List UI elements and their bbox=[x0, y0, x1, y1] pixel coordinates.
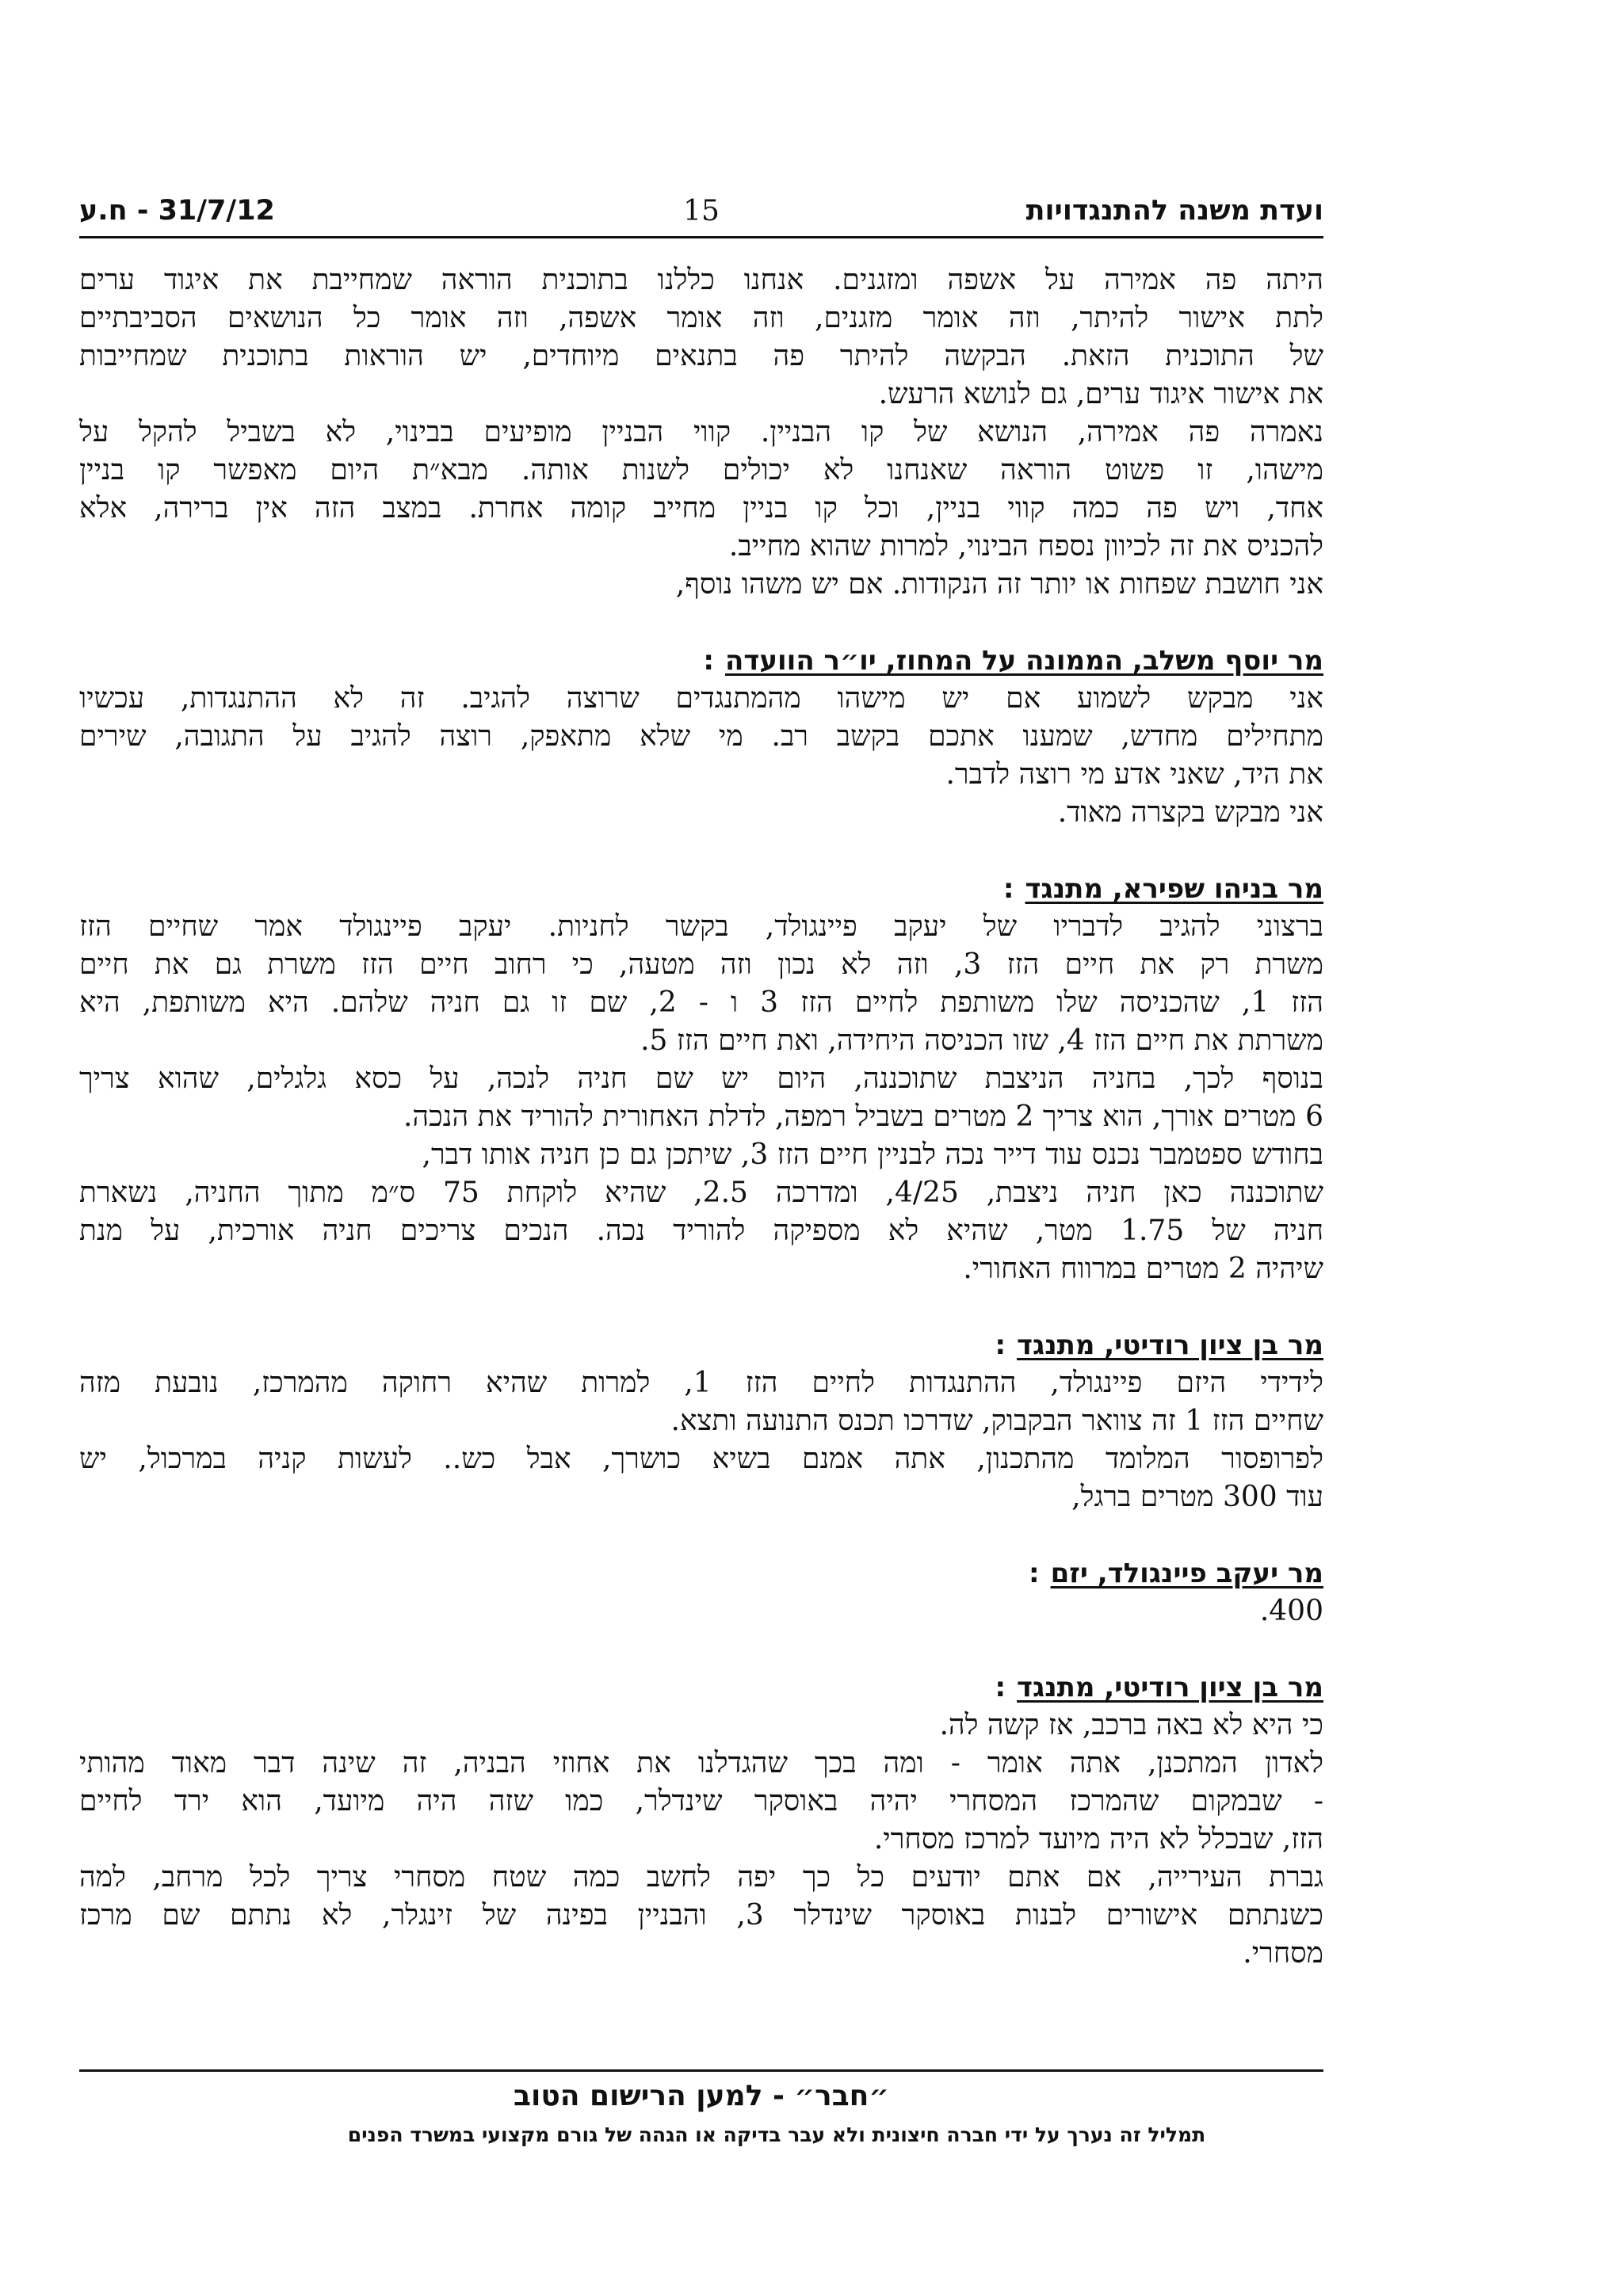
transcript-line: מסחרי. bbox=[1243, 1937, 1323, 1970]
transcript-line: כשנתתם אישורים לבנות באוסקר שינדלר 3, והבניין בפינה של זינגלר, לא נתתם שם מרכז bbox=[79, 1899, 1323, 1932]
speaker-name: מר בן ציון רודיטי, מתנגד bbox=[1017, 1672, 1323, 1703]
transcript-line: לתת אישור להיתר, וזה אומר מזגנים, וזה אומר אשפה, וזה אומר כל הנושאים הסביבתיים bbox=[79, 302, 1323, 334]
speaker-colon: : bbox=[703, 645, 714, 677]
transcript-line: שחיים הזז 1 זה צוואר הבקבוק, שדרכו תכנס התנועה ותצא. bbox=[670, 1405, 1323, 1437]
speaker-colon: : bbox=[1002, 873, 1014, 905]
spacer bbox=[79, 604, 1323, 642]
transcript-line: את אישור איגוד ערים, גם לנושא הרעש. bbox=[878, 378, 1323, 410]
transcript-line: הזז, שבכלל לא היה מיועד למרכז מסחרי. bbox=[873, 1823, 1323, 1855]
transcript-line: 6 מטרים אורך, הוא צריך 2 מטרים בשביל רמפה, לדלת האחורית להוריד את הנכה. bbox=[403, 1100, 1323, 1133]
transcript-line: אני מבקש בקצרה מאוד. bbox=[1057, 796, 1323, 829]
speaker-colon: : bbox=[1028, 1558, 1040, 1589]
transcript-line: בנוסף לכך, בחניה הניצבת שתוכננה, היום יש שם חניה לנכה, על כסא גלגלים, שהוא צריך bbox=[79, 1062, 1323, 1095]
transcript-line: אחד, ויש פה כמה קווי בניין, וכל קו בניין מחייב קומה אחרת. במצב הזה אין ברירה, אלא bbox=[79, 492, 1323, 524]
transcript-line: אני חושבת שפחות או יותר זה הנקודות. אם יש משהו נוסף, bbox=[675, 568, 1323, 601]
transcript-line: ברצוני להגיב לדבריו של יעקב פיינגולד, בקשר לחניות. יעקב פיינגולד אמר שחיים הזז bbox=[79, 910, 1323, 943]
transcript-line: להכניס את זה לכיוון נספח הבינוי, למרות שהוא מחייב. bbox=[728, 530, 1323, 563]
transcript-line: הזז 1, שהכניסה שלו משותפת לחיים הזז 3 ו - 2, שם זו גם חניה שלהם. היא משותפת, היא bbox=[79, 986, 1323, 1019]
transcript-line: עוד 300 מטרים ברגל, bbox=[1071, 1481, 1323, 1513]
transcript-line: של התוכנית הזאת. הבקשה להיתר פה בתנאים מיוחדים, יש הוראות בתוכנית שמחייבות bbox=[79, 340, 1323, 372]
transcript-line: לידידי היזם פיינגולד, ההתנגדות לחיים הזז 1, למרות שהיא רחוקה מהמרכז, נובעת מזה bbox=[79, 1367, 1323, 1399]
spacer bbox=[79, 1630, 1323, 1669]
page-footer bbox=[79, 2069, 1323, 2146]
transcript-body bbox=[79, 261, 1323, 1973]
speaker-name: מר בניהו שפירא, מתנגד bbox=[1025, 873, 1323, 905]
speaker-heading bbox=[79, 1326, 1323, 1364]
transcript-line: לפרופסור המלומד מהתכנון, אתה אמנם בשיא כושרך, אבל כש.. לעשות קניה במרכול, יש bbox=[79, 1443, 1323, 1475]
speaker-heading bbox=[79, 1554, 1323, 1592]
speaker-colon: : bbox=[995, 1672, 1006, 1703]
committee-name: ועדת משנה להתנגדויות bbox=[1025, 195, 1323, 227]
date-reference: 31/7/12 - ח.ע bbox=[79, 195, 275, 227]
speaker-heading bbox=[79, 1669, 1323, 1707]
speaker-name: מר יעקב פיינגולד, יזם bbox=[1050, 1558, 1323, 1589]
transcript-line: שתוכננה כאן חניה ניצבת, 4/25, ומדרכה 2.5, שהיא לוקחת 75 ס״מ מתוך החניה, נשארת bbox=[79, 1177, 1324, 1209]
transcript-line: משרתת את חיים הזז 4, שזו הכניסה היחידה, ואת חיים הזז 5. bbox=[640, 1024, 1323, 1057]
spacer bbox=[79, 1288, 1323, 1326]
speaker-heading bbox=[79, 642, 1323, 680]
transcript-line: שיהיה 2 מטרים במרווח האחורי. bbox=[963, 1253, 1323, 1285]
transcript-line: את היד, שאני אדע מי רוצה לדבר. bbox=[945, 758, 1323, 791]
transcript-line: לאדון המתכנן, אתה אומר - ומה בכך שהגדלנו את אחוזי הבניה, זה שינה דבר מאוד מהותי bbox=[79, 1747, 1323, 1779]
transcript-line: מישהו, זו פשוט הוראה שאנחנו לא יכולים לשנות אותה. מבא״ת היום מאפשר קו בניין bbox=[79, 454, 1323, 486]
footer-organization: ״חבר״ - למען הרישום הטוב bbox=[514, 2080, 889, 2112]
page-header bbox=[79, 189, 1323, 238]
transcript-line: נאמרה פה אמירה, הנושא של קו הבניין. קווי הבניין מופיעים בבינוי, לא בשביל להקל על bbox=[79, 416, 1323, 448]
transcript-line: היתה פה אמירה על אשפה ומזגנים. אנחנו כללנו בתוכנית הוראה שמחייבת את איגוד ערים bbox=[79, 264, 1323, 296]
transcript-line: - שבמקום שהמרכז המסחרי יהיה באוסקר שינדלר, כמו שזה היה מיועד, הוא ירד לחיים bbox=[79, 1785, 1323, 1817]
transcript-line: אני מבקש לשמוע אם יש מישהו מהמתנגדים שרוצה להגיב. זה לא ההתנגדות, עכשיו bbox=[79, 682, 1323, 715]
transcript-line: בחודש ספטמבר נכנס עוד דייר נכה לבניין חיים הזז 3, שיתכן גם כן חניה אותו דבר, bbox=[422, 1138, 1323, 1171]
transcript-line: חניה של 1.75 מטר, שהיא לא מספיקה להוריד נכה. הנכים צריכים חניה אורכית, על מנת bbox=[79, 1215, 1324, 1247]
transcript-line: 400. bbox=[1259, 1595, 1323, 1627]
spacer bbox=[79, 832, 1323, 870]
transcript-line: מתחילים מחדש, שמענו אתכם בקשב רב. מי שלא מתאפק, רוצה להגיב על התגובה, שירים bbox=[79, 720, 1323, 753]
speaker-colon: : bbox=[995, 1329, 1006, 1361]
document-page bbox=[79, 0, 1323, 2296]
transcript-line: גברת העירייה, אם אתם יודעים כל כך יפה לחשב כמה שטח מסחרי צריך לכל מרחב, למה bbox=[79, 1861, 1323, 1894]
speaker-name: מר בן ציון רודיטי, מתנגד bbox=[1017, 1329, 1323, 1361]
speaker-name: מר יוסף משלב, הממונה על המחוז, יו״ר הוועדה bbox=[725, 645, 1323, 677]
speaker-heading bbox=[79, 870, 1323, 908]
transcript-line: משרת רק את חיים הזז 3, וזה לא נכון וזה מטעה, כי רחוב חיים הזז משרת גם את חיים bbox=[79, 948, 1323, 981]
footer-disclaimer: תמליל זה נערך על ידי חברה חיצונית ולא עבר בדיקה או הגהה של גורם מקצועי במשרד הפנים bbox=[347, 2123, 1206, 2146]
transcript-line: כי היא לא באה ברכב, אז קשה לה. bbox=[939, 1709, 1323, 1741]
spacer bbox=[79, 1516, 1323, 1554]
page-number: 15 bbox=[683, 195, 720, 227]
